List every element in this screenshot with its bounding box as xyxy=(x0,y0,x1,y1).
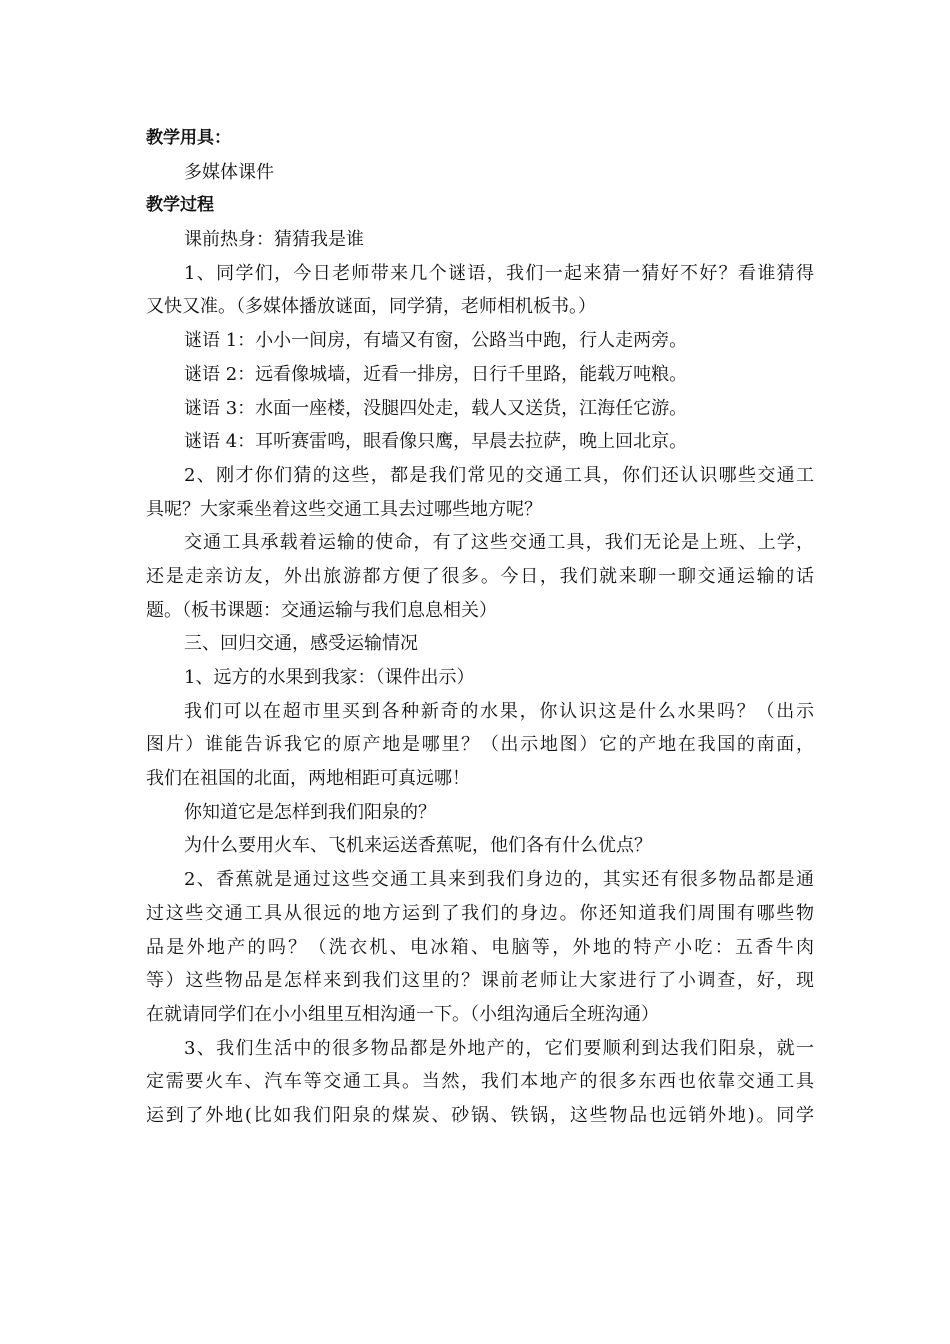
riddle-line: 谜语 2：远看像城墙，近看一排房，日行千里路，能载万吨粮。 xyxy=(184,363,688,385)
paragraph-line: 课前热身：猜猜我是谁 xyxy=(184,229,364,251)
riddle-line: 谜语 3：水面一座楼，没腿四处走，载人又送货，江海任它游。 xyxy=(184,397,688,419)
paragraph-line: 你知道它是怎样到我们阳泉的？ xyxy=(184,801,436,823)
paragraph-line: 1、同学们，今日老师带来几个谜语，我们一起来猜一猜好不好？看谁猜得 xyxy=(184,262,814,284)
paragraph-line: 为什么要用火车、飞机来运送香蕉呢，他们各有什么优点？ xyxy=(184,835,652,857)
paragraph-line: 过这些交通工具从很远的地方运到了我们的身边。你还知道我们周围有哪些物 xyxy=(146,902,814,924)
paragraph-line: 1、远方的水果到我家：（课件出示） xyxy=(184,667,475,688)
paragraph-line: 图片）谁能告诉我它的原产地是哪里？（出示地图）它的产地在我国的南面， xyxy=(146,734,814,756)
paragraph-line: 运到了外地(比如我们阳泉的煤炭、砂锅、铁锅，这些物品也远销外地)。同学 xyxy=(146,1104,814,1126)
paragraph-line: 多媒体课件 xyxy=(184,161,274,183)
paragraph-line: 题。（板书课题：交通运输与我们息息相关） xyxy=(146,599,497,621)
paragraph-line: 2、刚才你们猜的这些，都是我们常见的交通工具，你们还认识哪些交通工 xyxy=(184,464,814,486)
paragraph-line: 定需要火车、汽车等交通工具。当然，我们本地产的很多东西也依靠交通工具 xyxy=(146,1071,814,1093)
subsection-title: 三、回归交通，感受运输情况 xyxy=(184,633,418,655)
paragraph-line: 等）这些物品是怎样来到我们这里的？课前老师让大家进行了小调查，好，现 xyxy=(146,970,814,992)
paragraph-line: 又快又准。（多媒体播放谜面，同学猜，老师相机板书。） xyxy=(146,296,596,318)
riddle-line: 谜语 4：耳听赛雷鸣，眼看像只鹰，早晨去拉萨，晚上回北京。 xyxy=(184,431,688,453)
paragraph-line: 3、我们生活中的很多物品都是外地产的，它们要顺利到达我们阳泉，就一 xyxy=(184,1037,814,1059)
section-heading: 教学过程 xyxy=(146,195,214,216)
paragraph-line: 在就请同学们在小小组里互相沟通一下。（小组沟通后全班沟通） xyxy=(146,1003,659,1025)
paragraph-line: 我们在祖国的北面，两地相距可真远哪！ xyxy=(146,768,470,790)
section-heading: 教学用具： xyxy=(146,128,231,148)
document-page xyxy=(146,122,814,1133)
paragraph-line: 具呢？大家乘坐着这些交通工具去过哪些地方呢？ xyxy=(146,498,542,520)
paragraph-line: 还是走亲访友，外出旅游都方便了很多。今日，我们就来聊一聊交通运输的话 xyxy=(146,565,814,587)
riddle-line: 谜语 1：小小一间房，有墙又有窗，公路当中跑，行人走两旁。 xyxy=(184,330,688,352)
paragraph-line: 交通工具承载着运输的使命，有了这些交通工具，我们无论是上班、上学， xyxy=(184,532,814,554)
paragraph-line: 2、香蕉就是通过这些交通工具来到我们身边的，其实还有很多物品都是通 xyxy=(184,869,814,891)
paragraph-line: 品是外地产的吗？（洗衣机、电冰箱、电脑等，外地的特产小吃：五香牛肉 xyxy=(146,936,814,958)
paragraph-line: 我们可以在超市里买到各种新奇的水果，你认识这是什么水果吗？（出示 xyxy=(184,700,814,722)
